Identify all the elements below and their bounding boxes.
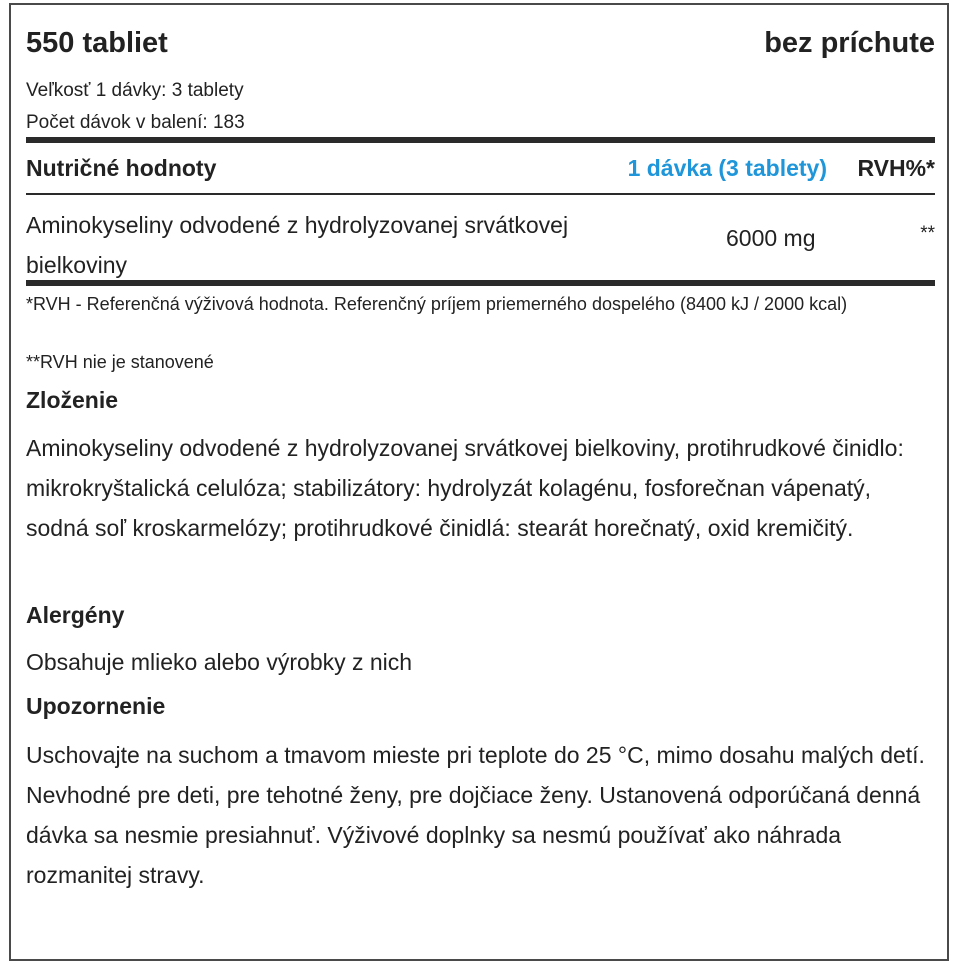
nutrient-name: Aminokyseliny odvodené z hydrolyzovanej srvátkovej bielkoviny bbox=[26, 212, 569, 278]
footnote-rvh-not-set: **RVH nie je stanovené bbox=[26, 352, 214, 372]
allergens-text: Obsahuje mlieko alebo výrobky z nich bbox=[26, 649, 413, 675]
footnote-rvh-definition: *RVH - Referenčná výživová hodnota. Referenčný príjem priemerného dospelého (8400 kJ / 2000 kcal) bbox=[26, 294, 848, 314]
divider-thick bbox=[26, 280, 935, 286]
allergens-title: Alergény bbox=[26, 602, 125, 628]
warning-text: Uschovajte na suchom a tmavom mieste pri teplote do 25 °C, mimo dosahu malých detí. Nevhodné pre deti, pre tehotné ženy, pre dojčiace ženy. Ustanovená odporúčaná denná dávka sa nesmie presiahnuť. Výživové doplnky sa nesmú používať ako náhrada rozmanitej stravy. bbox=[26, 742, 925, 888]
serving-size: Veľkosť 1 dávky: 3 tablety bbox=[26, 80, 244, 101]
flavor-label: bez príchute bbox=[764, 27, 935, 59]
column-header-nutrition: Nutričné hodnoty bbox=[26, 155, 217, 181]
composition-text: Aminokyseliny odvodené z hydrolyzovanej srvátkovej bielkoviny, protihrudkové činidlo: mikrokryštalická celulóza; stabilizátory: hydrolyzát kolagénu, fosforečnan vápenatý, sodná soľ kroskarmelózy; protihrudkové činidlá: stearát horečnatý, oxid kremičitý. bbox=[26, 435, 904, 541]
divider-thick bbox=[26, 137, 935, 143]
divider-thin bbox=[26, 193, 935, 195]
column-header-rvh: RVH%* bbox=[857, 155, 935, 181]
column-header-dose: 1 dávka (3 tablety) bbox=[627, 155, 827, 181]
nutrition-label bbox=[9, 3, 949, 961]
composition-title: Zloženie bbox=[26, 387, 119, 413]
servings-per-pack: Počet dávok v balení: 183 bbox=[26, 112, 245, 133]
product-count: 550 tabliet bbox=[26, 27, 168, 59]
warning-title: Upozornenie bbox=[26, 693, 166, 719]
nutrient-rvh: ** bbox=[920, 223, 935, 244]
nutrition-table-header bbox=[26, 155, 935, 187]
nutrient-amount: 6000 mg bbox=[726, 225, 816, 251]
label-header bbox=[26, 27, 935, 67]
